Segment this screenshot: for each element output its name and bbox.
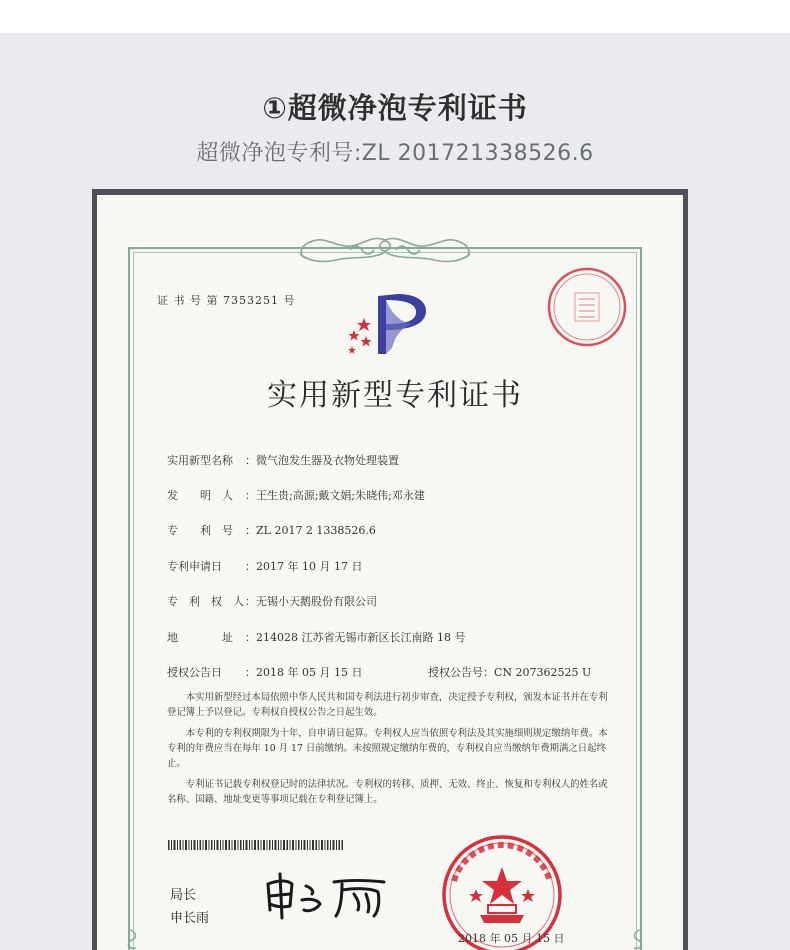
- field-inventors: 发 明 人 ：王生贵;高源;戴文娟;朱晓伟;邓永建: [167, 489, 425, 502]
- certificate-title: 实用新型专利证书: [267, 378, 523, 413]
- director-signature: [262, 870, 392, 920]
- page-title: ①超微净泡专利证书: [262, 91, 528, 125]
- field-value: 王生贵;高源;戴文娟;朱晓伟;邓永建: [256, 489, 425, 502]
- top-ornament: [290, 232, 480, 268]
- top-band: [0, 0, 790, 33]
- field-value: 2018 年 05 月 15 日: [256, 666, 363, 679]
- field-value: ZL 2017 2 1338526.6: [256, 524, 376, 537]
- director-name: 申长雨: [170, 911, 210, 926]
- field-value: 无锡小天鹅股份有限公司: [256, 595, 377, 608]
- field-label: 专 利 权 人: [167, 595, 244, 608]
- field-utility-model-name: 实用新型名称 ：微气泡发生器及衣物处理装置: [167, 454, 399, 467]
- corner-ornament-icon: [620, 928, 646, 950]
- corner-ornament-icon: [124, 928, 150, 950]
- barcode: [168, 840, 343, 850]
- certificate-paragraph: 本实用新型经过本局依照中华人民共和国专利法进行初步审查，决定授予专利权，颁发本证书并在专利登记簿上予以登记。专利权自授权公告之日起生效。: [167, 692, 608, 718]
- field-patent-number: 专 利 号 ：ZL 2017 2 1338526.6: [167, 524, 376, 537]
- field-label: 授权公告号: [428, 666, 483, 679]
- field-label: 专 利 号: [167, 524, 233, 537]
- certificate-number: 证 书 号 第 7353251 号: [157, 294, 296, 307]
- field-patentee: 专 利 权 人：无锡小天鹅股份有限公司: [167, 595, 377, 608]
- field-announcement-number: 授权公告号：CN 207362525 U: [428, 666, 592, 679]
- field-value: CN 207362525 U: [494, 666, 592, 679]
- field-label: 授权公告日: [167, 666, 222, 679]
- certificate-paragraph: 专利证书记载专利权登记时的法律状况。专利权的转移、质押、无效、终止、恢复和专利权人的姓名或名称、国籍、地址变更等事项记载在专利登记簿上。: [167, 779, 608, 805]
- certificate-paragraph: 本专利的专利权期限为十年，自申请日起算。专利权人应当依照专利法及其实施细则规定缴纳年费。本专利的年费应当在每年 10 月 17 日前缴纳。未按照规定缴纳年费的，专利权自应当缴纳年费期满之日起终止。: [167, 728, 608, 769]
- patent-number-line: 超微净泡专利号:ZL 201721338526.6: [196, 141, 594, 166]
- field-label: 实用新型名称: [167, 454, 233, 467]
- field-value: 2017 年 10 月 17 日: [256, 560, 363, 573]
- patent-office-logo: [340, 290, 440, 360]
- director-title: 局长: [170, 888, 197, 903]
- issue-date: 2018 年 05 月 15 日: [458, 932, 565, 945]
- field-grant-date: 授权公告日 ：2018 年 05 月 15 日: [167, 666, 363, 679]
- field-value: 微气泡发生器及衣物处理装置: [256, 454, 399, 467]
- agency-seal-icon: [545, 265, 629, 349]
- field-label: 发 明 人: [167, 489, 233, 502]
- field-application-date: 专利申请日 ：2017 年 10 月 17 日: [167, 560, 363, 573]
- field-label: 专利申请日: [167, 560, 222, 573]
- field-value: 214028 江苏省无锡市新区长江南路 18 号: [256, 631, 466, 644]
- field-label: 地 址: [167, 631, 233, 644]
- field-address: 地 址 ：214028 江苏省无锡市新区长江南路 18 号: [167, 631, 466, 644]
